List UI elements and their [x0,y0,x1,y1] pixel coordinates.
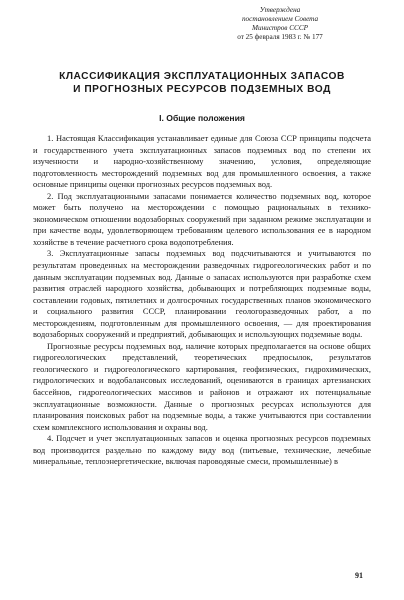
title-line-2: И ПРОГНОЗНЫХ РЕСУРСОВ ПОДЗЕМНЫХ ВОД [73,84,331,95]
paragraph-2: 2. Под эксплуатационными запасами понимается количество подземных вод, которое может быть получено на месторождении с помощью рациональных в технико-экономическом отношении водозаборных сооружений при заданном режиме эксплуатации и при качестве воды, удовлетворяющем требованиям целевого использования ее в народном хозяйстве в течение расчетного срока водопотребления. [33,190,371,247]
approval-line-3: Министров СССР [252,24,308,32]
page-number: 91 [355,571,363,580]
approval-stamp [210,6,350,42]
paragraph-3: 3. Эксплуатационные запасы подземных вод подсчитываются и учитываются по результатам проведенных на месторождении разведочных гидрогеологических работ и по данным эксплуатации подземных вод. Данные о запасах используются при разработке схем развития отраслей народного хозяйства, добывающих и потребляющих подземные воды, составлении годовых, пятилетних и долгосрочных государственных планов экономического и социального развития СССР, планировании геологоразведочных работ, а по месторождениям, подготовленным для промышленного освоения, — для проектирования водозаборных сооружений и предприятий, добывающих и использующих подземные воды. [33,248,371,340]
section-heading: I. Общие положения [159,113,245,123]
approval-line-4: от 25 февраля 1983 г. № 177 [237,33,323,41]
paragraph-1: 1. Настоящая Классификация устанавливает единые для Союза ССР принципы подсчета и государственного учета эксплуатационных запасов подземных вод по степени их изученности и народно-хозяйственному значению, условия, определяющие подготовленность месторождений подземных вод для промышленного освоения, а также основные принципы оценки прогнозных ресурсов подземных вод. [33,133,371,190]
paragraph-4: Прогнозные ресурсы подземных вод, наличие которых предполагается на основе общих гидрогеологических представлений, теоретических предпосылок, результатов геологического и гидрогеологического картирования, геофизических, гидрохимических, гидрологических и водобалансовых исследований, оцениваются в границах артезианских бассейнов, гидрогеологических массивов и районов и отражают их потенциальные эксплуатационные возможности. Данные о прогнозных ресурсах используются для планирования поисковых работ на подземные воды, а также учитываются при составлении схем комплексного использования и охраны вод. [33,340,371,432]
document-body [33,133,371,468]
document-title [33,70,371,96]
paragraph-5: 4. Подсчет и учет эксплуатационных запасов и оценка прогнозных ресурсов подземных вод производится раздельно по каждому виду вод (питьевые, технические, лечебные минеральные, теплоэнергетические, включая пароводяные смеси, промышленные) в [33,433,371,467]
approval-line-1: Утверждена [259,6,301,14]
approval-line-2: постановлением Совета [241,15,319,23]
title-line-1: КЛАССИФИКАЦИЯ ЭКСПЛУАТАЦИОННЫХ ЗАПАСОВ [59,71,345,82]
